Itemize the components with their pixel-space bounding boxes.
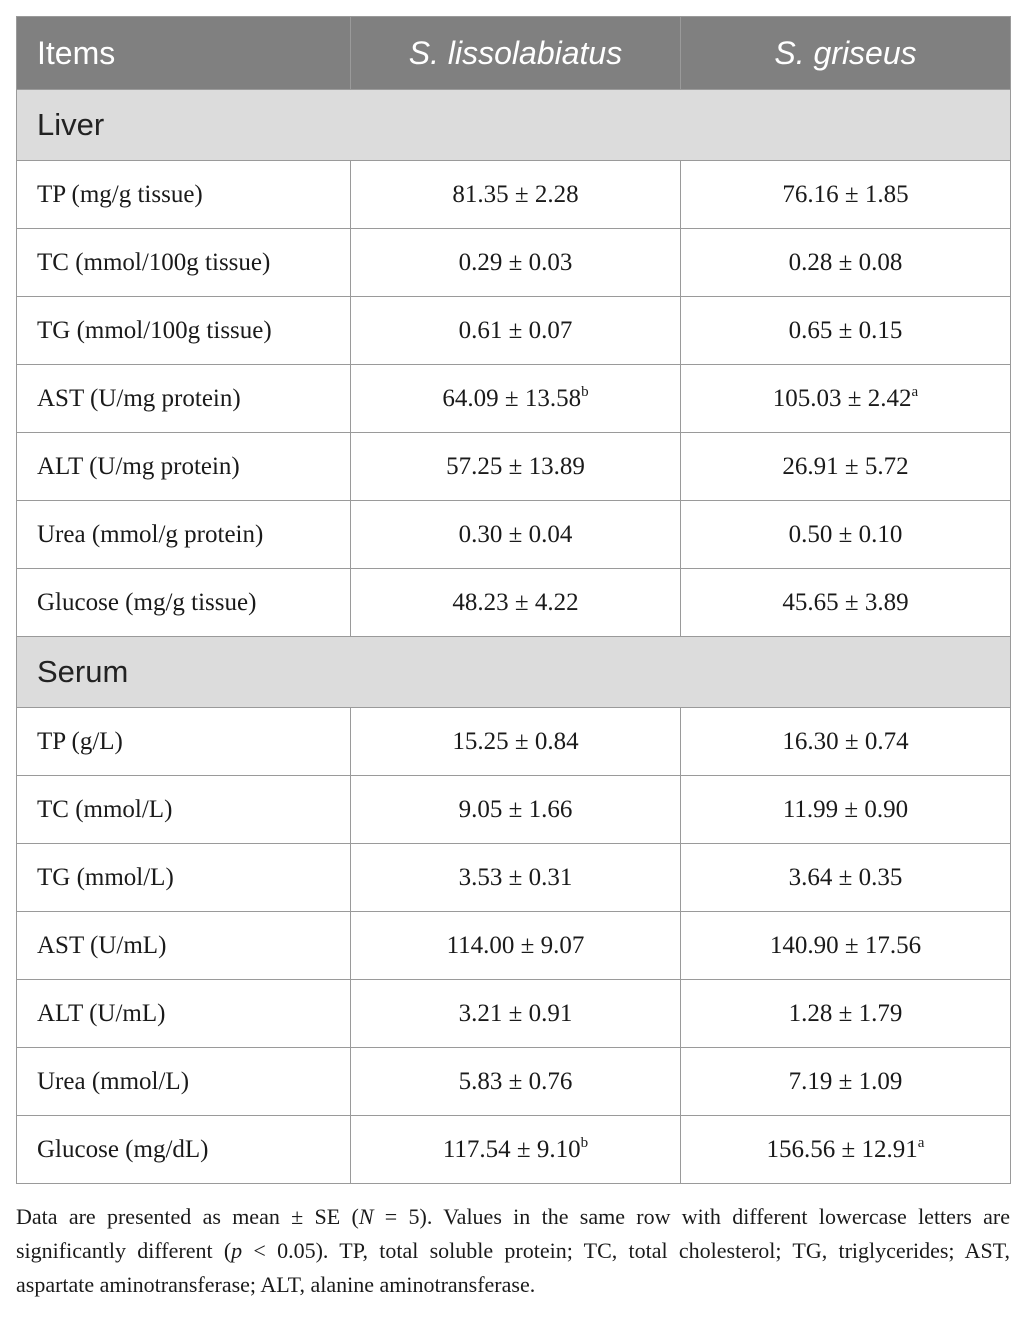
- table-row: [17, 912, 1011, 980]
- row-item-label: ALT (U/mL): [17, 980, 351, 1048]
- row-item-label: Urea (mmol/g protein): [17, 501, 351, 569]
- value-species-1-cell: [351, 1116, 681, 1184]
- table-row: [17, 776, 1011, 844]
- significance-letter: b: [581, 383, 589, 400]
- value-species-1: 9.05 ± 1.66: [458, 795, 573, 823]
- value-species-1: 48.23 ± 4.22: [452, 588, 579, 616]
- row-item-label: TC (mmol/100g tissue): [17, 229, 351, 297]
- value-species-2: 7.19 ± 1.09: [788, 1067, 903, 1095]
- table-row: [17, 1116, 1011, 1184]
- significance-letter: b: [580, 1134, 589, 1151]
- value-species-1-cell: [351, 297, 681, 365]
- value-species-1: 0.30 ± 0.04: [458, 520, 573, 548]
- value-species-2-cell: [681, 569, 1011, 637]
- value-species-2-cell: [681, 844, 1011, 912]
- value-species-2: 26.91 ± 5.72: [782, 452, 909, 480]
- row-item-label: Urea (mmol/L): [17, 1048, 351, 1116]
- value-species-2: 140.90 ± 17.56: [769, 931, 922, 959]
- table-footnote: [16, 1200, 1010, 1302]
- data-table: [16, 16, 1011, 1184]
- value-species-1: 15.25 ± 0.84: [452, 727, 579, 755]
- value-species-2-cell: [681, 229, 1011, 297]
- row-item-label: ALT (U/mg protein): [17, 433, 351, 501]
- value-species-1: 0.61 ± 0.07: [458, 316, 573, 344]
- value-species-1: 5.83 ± 0.76: [458, 1067, 573, 1095]
- value-species-2: 76.16 ± 1.85: [782, 180, 909, 208]
- value-species-1: 114.00 ± 9.07: [446, 931, 585, 959]
- section-title: Liver: [17, 90, 1011, 161]
- table-row: [17, 501, 1011, 569]
- footnote-p-symbol: p: [231, 1238, 243, 1263]
- table-row: [17, 569, 1011, 637]
- value-species-1-cell: [351, 501, 681, 569]
- significance-letter: a: [911, 383, 919, 400]
- row-item-label: TP (mg/g tissue): [17, 161, 351, 229]
- value-species-2-cell: [681, 161, 1011, 229]
- table-row: [17, 844, 1011, 912]
- value-species-2-cell: [681, 1048, 1011, 1116]
- footnote-text-1: Data are presented as mean ± SE (: [16, 1204, 359, 1229]
- row-item-label: TC (mmol/L): [17, 776, 351, 844]
- value-species-2-cell: [681, 912, 1011, 980]
- value-species-2-cell: [681, 433, 1011, 501]
- table-row: [17, 365, 1011, 433]
- value-species-1-cell: [351, 161, 681, 229]
- footnote-text-3: < 0.05). TP, total soluble protein; TC, total cholesterol; TG, triglycerides; AST, aspartate aminotransferase; ALT, alanine aminotransferase.: [16, 1238, 1011, 1297]
- value-species-2-cell: [681, 708, 1011, 776]
- value-species-2: 1.28 ± 1.79: [788, 999, 903, 1027]
- value-species-2: 11.99 ± 0.90: [782, 795, 909, 823]
- table-container: [16, 16, 1010, 1302]
- table-row: [17, 1048, 1011, 1116]
- value-species-2-cell: [681, 1116, 1011, 1184]
- value-species-2: 16.30 ± 0.74: [782, 727, 909, 755]
- section-title: Serum: [17, 637, 1011, 708]
- value-species-2: 0.65 ± 0.15: [788, 316, 903, 344]
- value-species-1-cell: [351, 569, 681, 637]
- table-row: [17, 433, 1011, 501]
- value-species-2: 105.03 ± 2.42: [772, 384, 912, 412]
- value-species-1-cell: [351, 844, 681, 912]
- header-species-1: S. lissolabiatus: [351, 17, 681, 90]
- value-species-2: 156.56 ± 12.91: [766, 1135, 918, 1163]
- value-species-1: 64.09 ± 13.58: [442, 384, 582, 412]
- footnote-n-symbol: N: [358, 1204, 374, 1229]
- value-species-1: 3.21 ± 0.91: [458, 999, 573, 1027]
- table-row: [17, 708, 1011, 776]
- value-species-1-cell: [351, 1048, 681, 1116]
- value-species-1: 117.54 ± 9.10: [442, 1135, 581, 1163]
- section-row: [17, 637, 1011, 708]
- value-species-2-cell: [681, 501, 1011, 569]
- value-species-2: 3.64 ± 0.35: [788, 863, 903, 891]
- row-item-label: Glucose (mg/g tissue): [17, 569, 351, 637]
- value-species-1-cell: [351, 708, 681, 776]
- value-species-1-cell: [351, 776, 681, 844]
- row-item-label: Glucose (mg/dL): [17, 1116, 351, 1184]
- section-row: [17, 90, 1011, 161]
- value-species-1-cell: [351, 912, 681, 980]
- table-body: [17, 90, 1011, 1184]
- header-species-2: S. griseus: [681, 17, 1011, 90]
- value-species-1-cell: [351, 229, 681, 297]
- value-species-2-cell: [681, 980, 1011, 1048]
- footnote-text-2: = 5). Values in the same row with different lowercase letters are significantly different (: [16, 1204, 1010, 1263]
- table-row: [17, 161, 1011, 229]
- value-species-1: 81.35 ± 2.28: [452, 180, 579, 208]
- table-row: [17, 229, 1011, 297]
- value-species-1-cell: [351, 365, 681, 433]
- value-species-2-cell: [681, 365, 1011, 433]
- value-species-2-cell: [681, 297, 1011, 365]
- header-items: Items: [17, 17, 351, 90]
- value-species-2: 0.50 ± 0.10: [788, 520, 903, 548]
- row-item-label: TG (mmol/L): [17, 844, 351, 912]
- significance-letter: a: [917, 1134, 925, 1151]
- value-species-1-cell: [351, 980, 681, 1048]
- row-item-label: AST (U/mL): [17, 912, 351, 980]
- table-row: [17, 297, 1011, 365]
- value-species-2: 45.65 ± 3.89: [782, 588, 909, 616]
- value-species-1-cell: [351, 433, 681, 501]
- header-row: [17, 17, 1011, 90]
- row-item-label: TG (mmol/100g tissue): [17, 297, 351, 365]
- value-species-1: 57.25 ± 13.89: [446, 452, 585, 480]
- row-item-label: TP (g/L): [17, 708, 351, 776]
- value-species-1: 3.53 ± 0.31: [458, 863, 573, 891]
- value-species-1: 0.29 ± 0.03: [458, 248, 573, 276]
- value-species-2: 0.28 ± 0.08: [788, 248, 903, 276]
- row-item-label: AST (U/mg protein): [17, 365, 351, 433]
- value-species-2-cell: [681, 776, 1011, 844]
- table-row: [17, 980, 1011, 1048]
